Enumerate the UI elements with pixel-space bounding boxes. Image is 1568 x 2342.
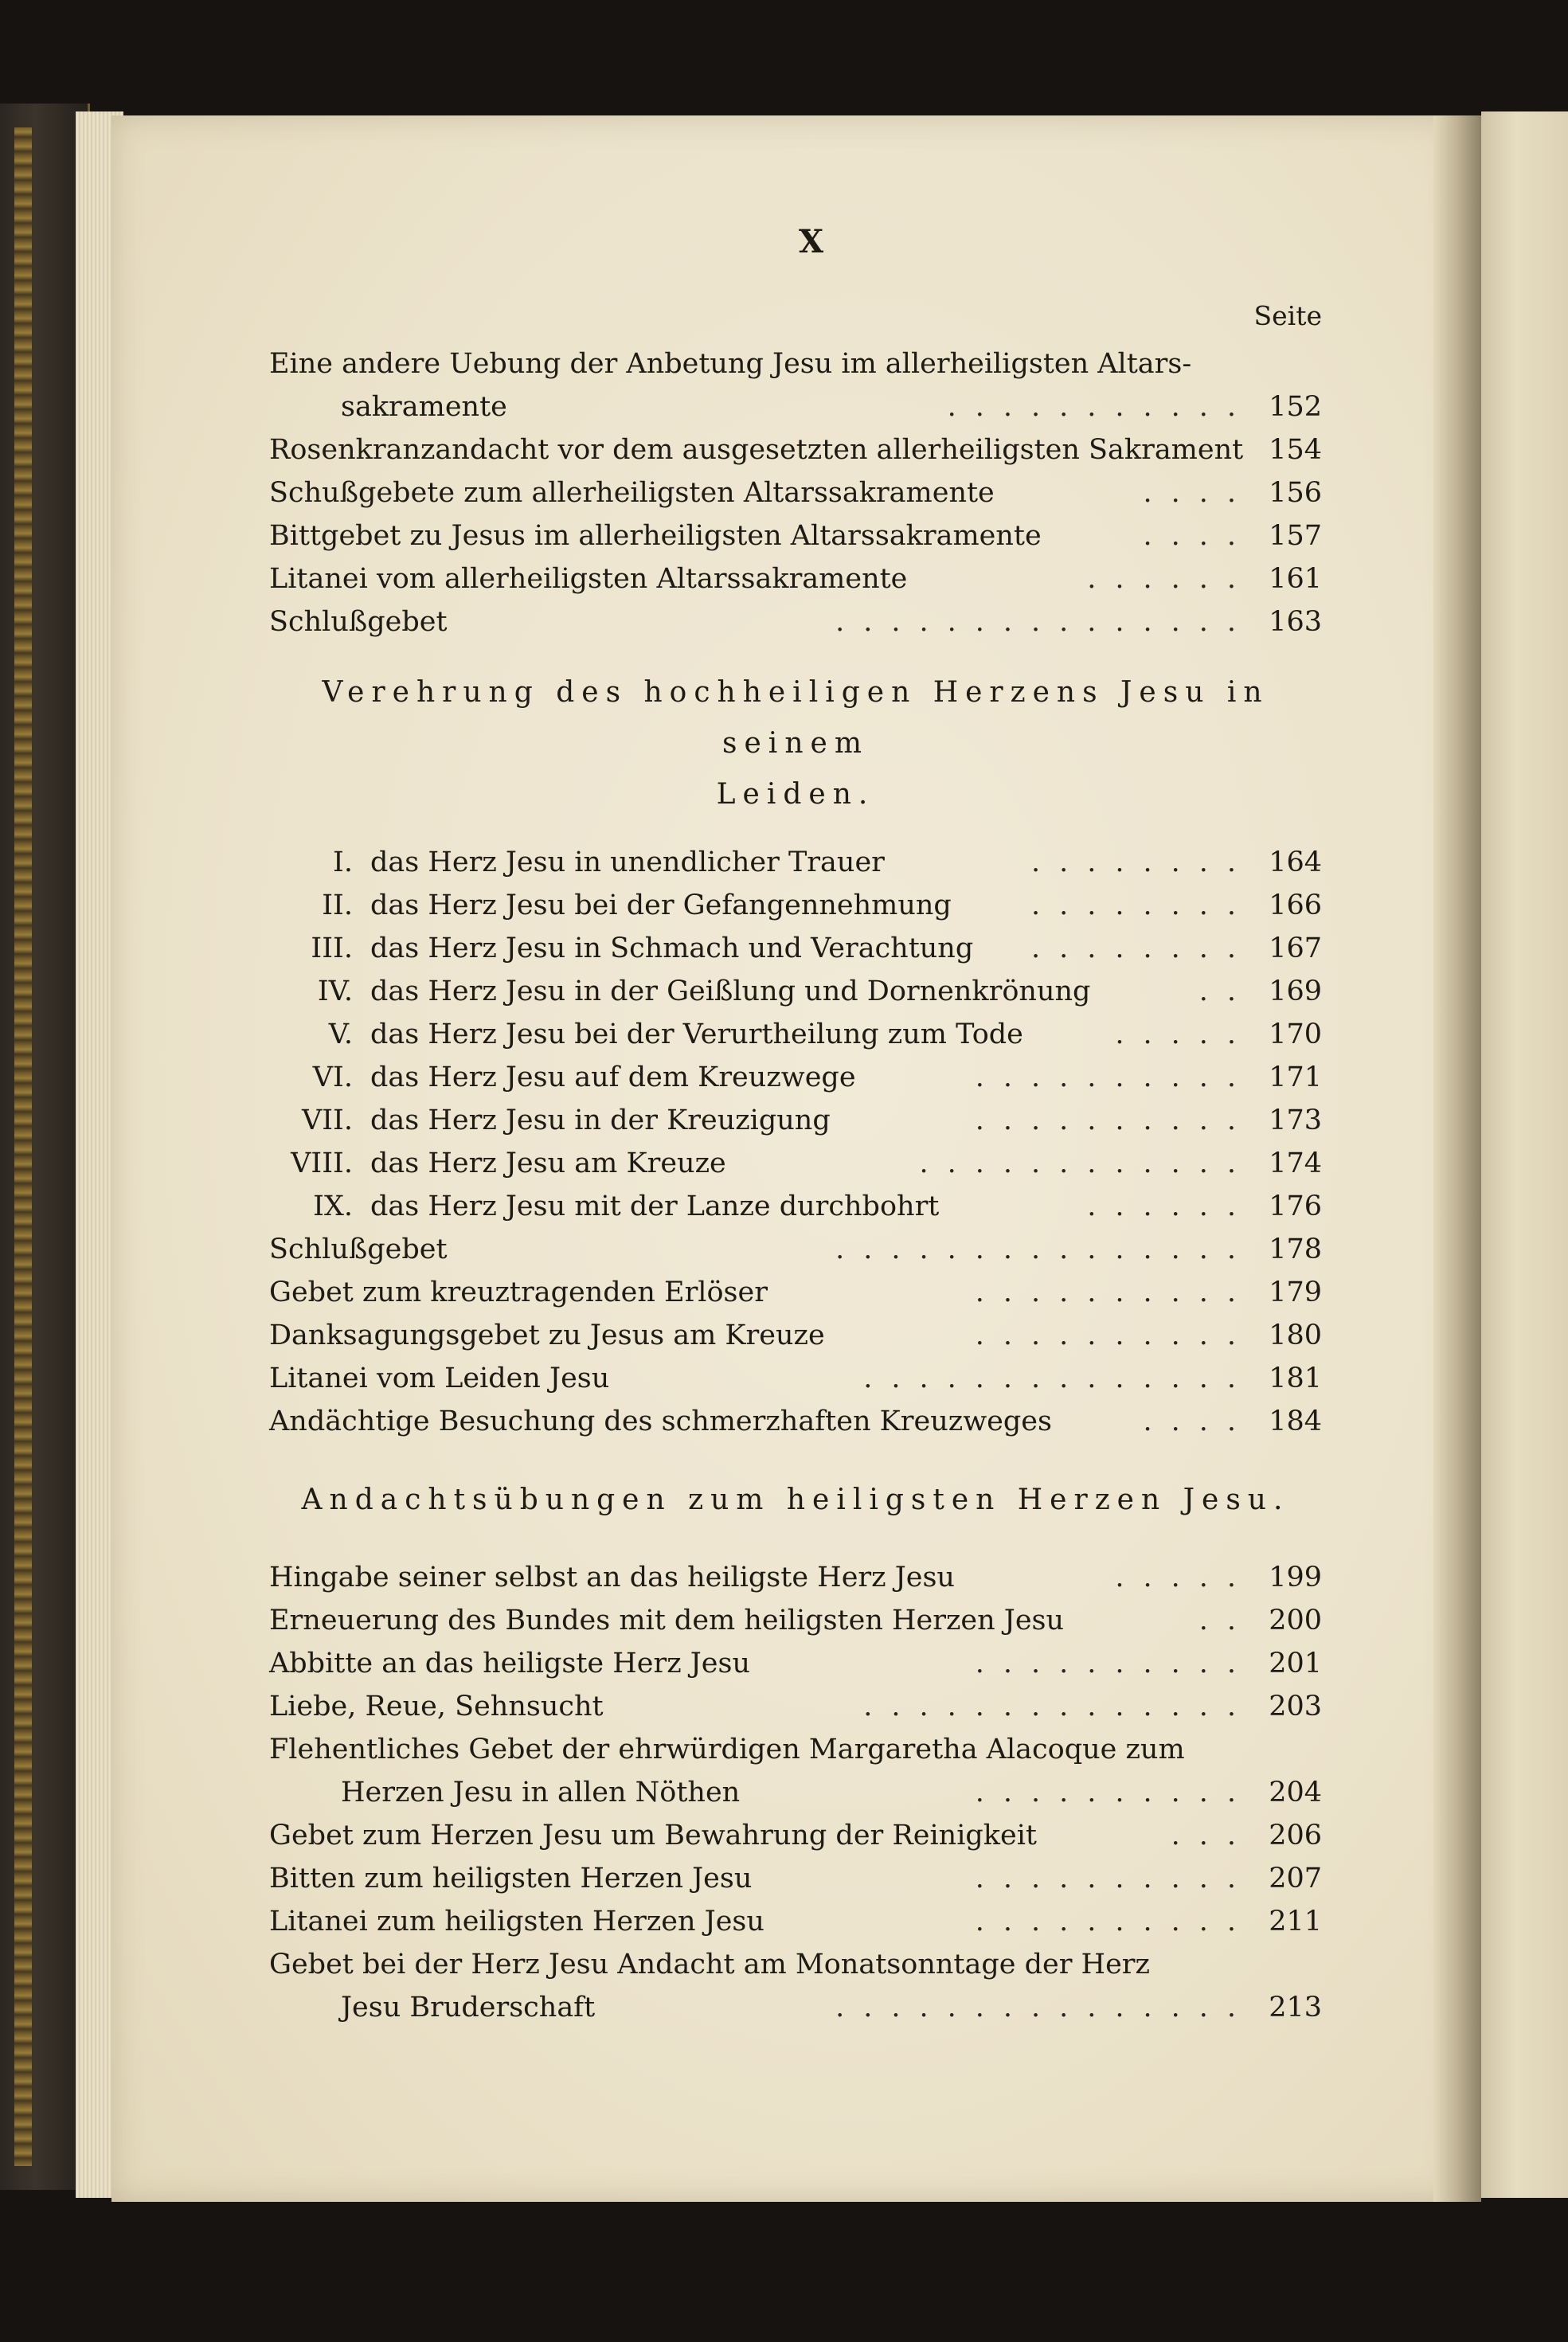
entry-numeral: VIII. bbox=[291, 1148, 353, 1179]
toc-entry-numbered bbox=[269, 841, 1322, 884]
entry-page: 199 bbox=[1269, 1562, 1322, 1593]
entry-page: 156 bbox=[1269, 477, 1322, 509]
dot-leader: .... bbox=[1143, 1406, 1255, 1437]
entry-title: Danksagungsgebet zu Jesus am Kreuze bbox=[269, 1320, 825, 1351]
dot-leader: .......... bbox=[975, 1906, 1255, 1937]
entry-title: Gebet bei der Herz Jesu Andacht am Monatsonntage der Herz bbox=[269, 1949, 1150, 1980]
toc-entry bbox=[269, 600, 1322, 643]
table-of-contents bbox=[269, 223, 1322, 2029]
entry-page: 154 bbox=[1269, 434, 1322, 466]
toc-entry bbox=[269, 471, 1322, 514]
toc-entry-numbered bbox=[269, 970, 1322, 1013]
entry-numeral: VI. bbox=[312, 1062, 353, 1093]
toc-entry-numbered bbox=[269, 1185, 1322, 1228]
toc-entry-numbered bbox=[269, 1013, 1322, 1056]
toc-entry bbox=[269, 1857, 1322, 1900]
section-heading bbox=[269, 667, 1322, 820]
entry-page: 164 bbox=[1269, 846, 1322, 878]
toc-entry bbox=[269, 1728, 1322, 1771]
dot-leader: .............. bbox=[863, 1691, 1255, 1722]
entry-page: 211 bbox=[1269, 1906, 1322, 1937]
dot-leader: .......... bbox=[975, 1777, 1255, 1808]
dot-leader: .......... bbox=[975, 1277, 1255, 1308]
entry-numeral: V. bbox=[328, 1019, 353, 1050]
toc-entry-numbered bbox=[269, 1056, 1322, 1099]
page-number: X bbox=[798, 223, 825, 260]
toc-entry bbox=[269, 1642, 1322, 1685]
entry-numeral: IX. bbox=[313, 1191, 353, 1222]
entry-title: Erneuerung des Bundes mit dem heiligsten Herzen Jesu bbox=[269, 1605, 1065, 1636]
entry-title: Hingabe seiner selbst an das heiligste Herz Jesu bbox=[269, 1562, 955, 1593]
dot-leader: ............... bbox=[835, 1234, 1255, 1265]
dot-leader: .......... bbox=[975, 1648, 1255, 1679]
toc-entry bbox=[269, 1599, 1322, 1642]
entry-title: Eine andere Uebung der Anbetung Jesu im allerheiligsten Altars- bbox=[269, 348, 1192, 380]
facing-page-edge bbox=[1481, 111, 1568, 2198]
dot-leader bbox=[1254, 428, 1255, 471]
entry-title: das Herz Jesu mit der Lanze durchbohrt bbox=[370, 1191, 940, 1222]
toc-entry bbox=[269, 1228, 1322, 1271]
entry-page: 169 bbox=[1269, 976, 1322, 1007]
entry-title: das Herz Jesu in unendlicher Trauer bbox=[370, 846, 885, 878]
entry-title: das Herz Jesu am Kreuze bbox=[370, 1148, 726, 1179]
toc-entry-numbered bbox=[269, 927, 1322, 970]
dot-leader: ............... bbox=[835, 606, 1255, 638]
entry-title: Bitten zum heiligsten Herzen Jesu bbox=[269, 1863, 753, 1894]
entry-page: 167 bbox=[1269, 932, 1322, 964]
toc-entry-numbered bbox=[269, 884, 1322, 927]
dot-leader: .......... bbox=[975, 1863, 1255, 1894]
entry-title: Schlußgebet bbox=[269, 1234, 448, 1265]
entry-title: Liebe, Reue, Sehnsucht bbox=[269, 1691, 604, 1722]
entry-title: Herzen Jesu in allen Nöthen bbox=[341, 1777, 741, 1808]
dot-leader: .............. bbox=[863, 1363, 1255, 1394]
dot-leader: ...... bbox=[1087, 563, 1255, 595]
section-altar bbox=[269, 342, 1322, 643]
dot-leader: ...... bbox=[1087, 1191, 1255, 1222]
dot-leader: .... bbox=[1143, 520, 1255, 552]
toc-entry bbox=[269, 1986, 1322, 2029]
dot-leader: ........ bbox=[1030, 846, 1255, 878]
entry-page: 163 bbox=[1269, 606, 1322, 638]
page-column-header: Seite bbox=[1253, 300, 1322, 331]
entry-title: Jesu Bruderschaft bbox=[341, 1992, 596, 2023]
entry-page: 206 bbox=[1269, 1820, 1322, 1851]
dot-leader: ........ bbox=[1030, 932, 1255, 964]
entry-title: Litanei vom Leiden Jesu bbox=[269, 1363, 610, 1394]
entry-numeral: II. bbox=[322, 889, 353, 921]
dot-leader: ..... bbox=[1115, 1562, 1255, 1593]
gilt-ornament bbox=[14, 127, 32, 2166]
entry-page: 213 bbox=[1269, 1992, 1322, 2023]
toc-entry bbox=[269, 1556, 1322, 1599]
dot-leader: .. bbox=[1198, 1605, 1255, 1636]
entry-numeral: III. bbox=[311, 932, 353, 964]
dot-leader: ... bbox=[1171, 1820, 1255, 1851]
toc-entry bbox=[269, 1314, 1322, 1357]
entry-title: Gebet zum Herzen Jesu um Bewahrung der Reinigkeit bbox=[269, 1820, 1037, 1851]
toc-entry bbox=[269, 514, 1322, 557]
dot-leader: ..... bbox=[1115, 1019, 1255, 1050]
entry-page: 157 bbox=[1269, 520, 1322, 552]
dot-leader: ............... bbox=[835, 1992, 1255, 2023]
section-heading-line: Leiden. bbox=[716, 778, 875, 811]
entry-title: Andächtige Besuchung des schmerzhaften Kreuzweges bbox=[269, 1406, 1052, 1437]
toc-entry-numbered bbox=[269, 1142, 1322, 1185]
toc-entry bbox=[269, 557, 1322, 600]
toc-entry bbox=[269, 1685, 1322, 1728]
book-gutter bbox=[1433, 115, 1481, 2202]
entry-title: das Herz Jesu in der Geißlung und Dornenkrönung bbox=[370, 976, 1091, 1007]
entry-page: 173 bbox=[1269, 1105, 1322, 1136]
toc-entry bbox=[269, 1400, 1322, 1443]
section-sacred-heart bbox=[269, 1475, 1322, 2029]
entry-page: 174 bbox=[1269, 1148, 1322, 1179]
dot-leader: ............ bbox=[919, 1148, 1255, 1179]
entry-title: Rosenkranzandacht vor dem ausgesetzten allerheiligsten Sakrament bbox=[269, 434, 1244, 466]
toc-entry bbox=[269, 1814, 1322, 1857]
dot-leader: .......... bbox=[975, 1062, 1255, 1093]
section-heading: Andachtsübungen zum heiligsten Herzen Jesu. bbox=[301, 1484, 1290, 1516]
entry-title: Litanei zum heiligsten Herzen Jesu bbox=[269, 1906, 764, 1937]
entry-title: Gebet zum kreuztragenden Erlöser bbox=[269, 1277, 768, 1308]
section-heading-line: Verehrung des hochheiligen Herzens Jesu in seinem bbox=[322, 676, 1269, 760]
entry-title: Schußgebete zum allerheiligsten Altarssakramente bbox=[269, 477, 995, 509]
toc-entry bbox=[269, 1943, 1322, 1986]
dot-leader: .......... bbox=[975, 1320, 1255, 1351]
entry-title: sakramente bbox=[341, 391, 507, 423]
entry-page: 166 bbox=[1269, 889, 1322, 921]
entry-page: 170 bbox=[1269, 1019, 1322, 1050]
entry-page: 181 bbox=[1269, 1363, 1322, 1394]
toc-entry bbox=[269, 342, 1322, 385]
entry-title: Abbitte an das heiligste Herz Jesu bbox=[269, 1648, 751, 1679]
entry-page: 201 bbox=[1269, 1648, 1322, 1679]
entry-page: 203 bbox=[1269, 1691, 1322, 1722]
entry-numeral: IV. bbox=[317, 976, 353, 1007]
toc-entry bbox=[269, 428, 1322, 471]
toc-entry-numbered bbox=[269, 1099, 1322, 1142]
entry-page: 152 bbox=[1269, 391, 1322, 423]
entry-page: 179 bbox=[1269, 1277, 1322, 1308]
entry-title: Bittgebet zu Jesus im allerheiligsten Altarssakramente bbox=[269, 520, 1042, 552]
toc-entry bbox=[269, 1357, 1322, 1400]
entry-page: 180 bbox=[1269, 1320, 1322, 1351]
entry-page: 207 bbox=[1269, 1863, 1322, 1894]
dot-leader: ........ bbox=[1030, 889, 1255, 921]
entry-title: Schlußgebet bbox=[269, 606, 448, 638]
entry-title: das Herz Jesu bei der Verurtheilung zum Tode bbox=[370, 1019, 1023, 1050]
toc-entry bbox=[269, 385, 1322, 428]
entry-title: das Herz Jesu auf dem Kreuzwege bbox=[370, 1062, 856, 1093]
dot-leader: ........... bbox=[947, 391, 1255, 423]
entry-numeral: I. bbox=[333, 846, 353, 878]
entry-title: Flehentliches Gebet der ehrwürdigen Margaretha Alacoque zum bbox=[269, 1734, 1185, 1765]
entry-title: das Herz Jesu bei der Gefangennehmung bbox=[370, 889, 952, 921]
dot-leader: .. bbox=[1198, 976, 1255, 1007]
entry-page: 178 bbox=[1269, 1234, 1322, 1265]
entry-page: 176 bbox=[1269, 1191, 1322, 1222]
entry-numeral: VII. bbox=[301, 1105, 353, 1136]
entry-page: 171 bbox=[1269, 1062, 1322, 1093]
entry-title: das Herz Jesu in der Kreuzigung bbox=[370, 1105, 831, 1136]
entry-title: das Herz Jesu in Schmach und Verachtung bbox=[370, 932, 974, 964]
entry-page: 204 bbox=[1269, 1777, 1322, 1808]
entry-page: 161 bbox=[1269, 563, 1322, 595]
toc-entry bbox=[269, 1900, 1322, 1943]
entry-title: Litanei vom allerheiligsten Altarssakramente bbox=[269, 563, 908, 595]
section-passion bbox=[269, 667, 1322, 1443]
toc-entry bbox=[269, 1771, 1322, 1814]
entry-page: 200 bbox=[1269, 1605, 1322, 1636]
entry-page: 184 bbox=[1269, 1406, 1322, 1437]
dot-leader: .......... bbox=[975, 1105, 1255, 1136]
dot-leader: .... bbox=[1143, 477, 1255, 509]
toc-entry bbox=[269, 1271, 1322, 1314]
